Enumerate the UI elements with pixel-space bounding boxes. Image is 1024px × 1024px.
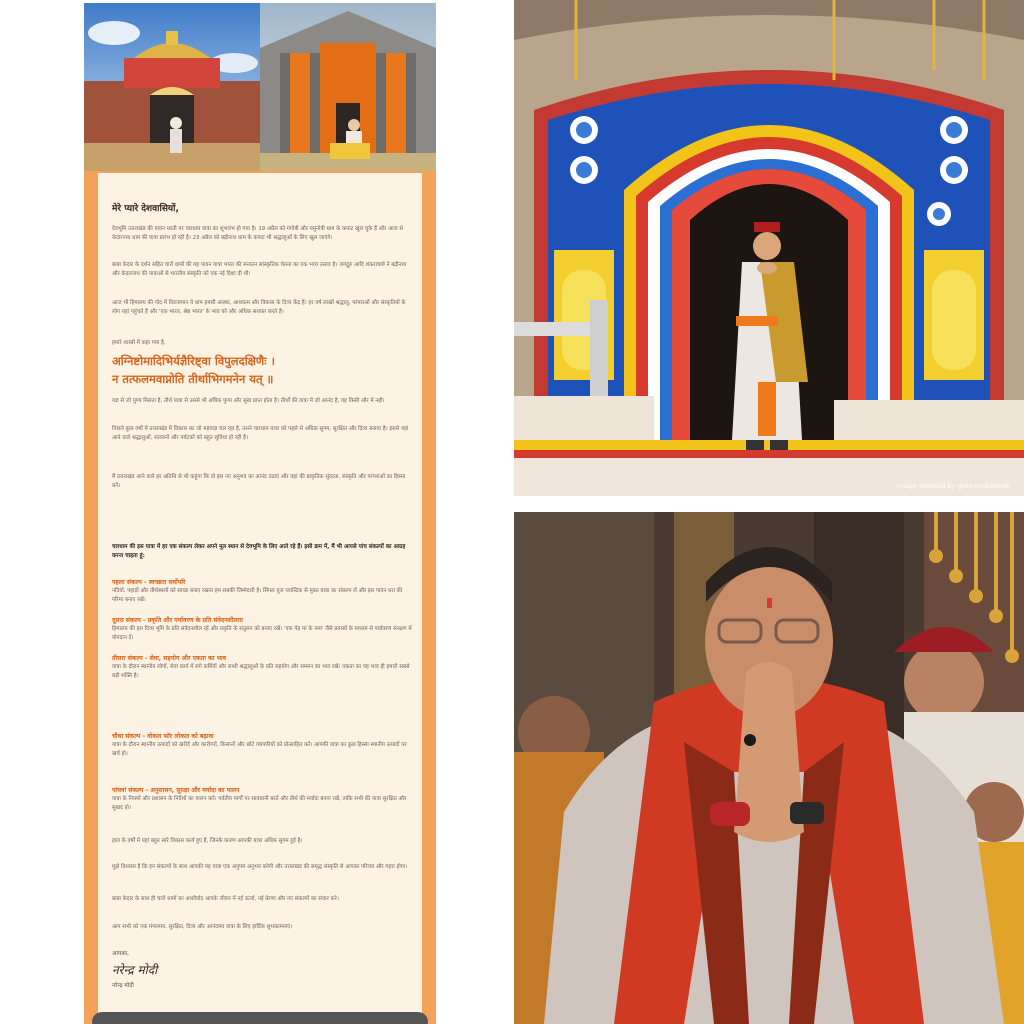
temple-door-photo xyxy=(514,0,1024,496)
letter-poster xyxy=(84,3,436,1024)
resolution-title: पांचवां संकल्प - अनुशासन, सुरक्षा और मर्यादा का पालन xyxy=(112,787,240,794)
letter-paragraph: बाबा केदार के दर्शन सहित चारों धामों की यह पावन यात्रा भारत की सनातन सांस्कृतिक चेतना का एक भव्य उत्सव है। जगद्गुरु आदि शंकराचार्य ने बद्रीनाथ और केदारनाथ की यात्राओं से भारतीय संस्कृति को एक नई दिशा दी थी। xyxy=(112,262,407,277)
pm-at-temple-door-image xyxy=(514,0,1024,496)
letter-paragraph: मैं उत्तराखंड आने वाले हर अतिथि से भी कहूंगा कि वो इस नए अनुभव का आनंद उठाएं और यहां की प्राकृतिक सुंदरता, संस्कृति और परंपराओं का हिस्सा बनें। xyxy=(112,474,406,489)
signature: नरेन्द्र मोदी xyxy=(112,963,158,977)
cm-namaste-portrait-image xyxy=(514,512,1024,1024)
letter-paragraph: पिछले कुछ वर्षों में उत्तराखंड में विकास का जो महायज्ञ चल रहा है, उसने चारधाम यात्रा को पहले से अधिक सुगम, सुरक्षित और दिव्य बनाया है। इससे यहां आने वाले श्रद्धालुओं, संतजनों और पर्यटकों को बहुत सुविधा हो रही है। xyxy=(112,426,409,441)
signoff: आपका, xyxy=(112,951,130,957)
letter-paragraph: हमारे शास्त्रों में कहा गया है, xyxy=(112,340,166,346)
closing-paragraph: आप सभी को एक मंगलमय, सुरक्षित, दिव्य और आनंदमय यात्रा के लिए हार्दिक शुभकामनाएं। xyxy=(112,924,293,930)
resolution-title: पहला संकल्प - स्वच्छता सर्वोपरि xyxy=(112,579,186,586)
resolution-text: नदियों, पहाड़ों और तीर्थस्थलों को स्वच्छ बनाए रखना हम सबकी जिम्मेदारी है। सिंगल यूज प्लास्टिक से मुक्त यात्रा का संकल्प लें और इस पावन धरा की गरिमा बनाए रखें। xyxy=(112,588,403,603)
letter-body xyxy=(98,173,422,1024)
temple-banner-image xyxy=(84,3,436,171)
signatory-name: नरेन्द्र मोदी xyxy=(112,983,134,989)
letter-paragraph: देवभूमि उत्तराखंड की पावन धरती पर चारधाम यात्रा का शुभारंभ हो गया है। 19 अप्रैल को गंगोत्री और यमुनोत्री धाम के कपाट खुल चुके हैं और आज से केदारनाथ धाम की यात्रा प्रारंभ हो रही है। 23 अप्रैल को बद्रीनाथ धाम के कपाट भी श्रद्धालुओं के लिए खुल जाएंगे। xyxy=(112,226,403,241)
resolution-text: हिमालय की इस दिव्य भूमि के प्रति संवेदनशील रहें और प्रकृति के संतुलन को बनाए रखें। 'एक पेड़ मां के नाम' जैसे प्रयासों के माध्यम से पर्यावरण संरक्षण में योगदान दें। xyxy=(112,626,412,641)
closing-paragraph: मुझे विश्वास है कि इन संकल्पों के साथ आपकी यह यात्रा एक अनुपम अनुभव बनेगी और उत्तराखंड की समृद्ध संस्कृति से आपका परिचय और गहरा होगा। xyxy=(112,864,408,870)
closing-paragraph: हाल के वर्षों में यहां बहुत सारे विकास कार्य हुए हैं, जिनके कारण आपकी यात्रा अधिक सुगम हुई है। xyxy=(112,838,303,844)
photo-credit: Image tweeted by @narendramodi xyxy=(896,482,1010,490)
resolution-text: यात्रा के दौरान स्थानीय उत्पादों को खरीदें और कारीगरों, किसानों और छोटे व्यापारियों को प्रोत्साहित करें। आपकी यात्रा का कुछ हिस्सा स्थानीय उत्पादों पर खर्च हो। xyxy=(112,742,407,757)
shloka-line: अग्निष्टोमादिभिर्यज्ञैरिष्ट्वा विपुलदक्षिणैः । xyxy=(112,354,275,368)
resolution-title: तीसरा संकल्प - सेवा, सहयोग और एकता का भाव xyxy=(112,655,226,662)
closing-paragraph: बाबा केदार के साथ ही चारों धामों का आशीर्वाद आपके जीवन में नई ऊर्जा, नई प्रेरणा और नए संकल्पों का संचार करे। xyxy=(112,896,339,902)
letter-greeting: मेरे प्यारे देशवासियों, xyxy=(112,204,179,214)
letter-paragraph: आज भी हिमालय की गोद में विराजमान ये धाम हमारी आस्था, आध्यात्म और विकास के दिव्य केंद्र हैं। हर वर्ष लाखों श्रद्धालु, परंपराओं और संस्कृतियों के लोग यहां पहुंचते हैं और 'एक भारत, श्रेष्ठ भारत' के भाव को और अधिक सशक्त करते हैं। xyxy=(112,300,406,315)
appeal-paragraph: चारधाम की इस यात्रा में हर एक संकल्प लेकर अपने मूल स्थान से देवभूमि के लिए आते रहे हैं। इसी क्रम में, मैं भी आपसे पांच संकल्पों का आग्रह करना चाहता हूं: xyxy=(112,544,406,559)
resolution-text: यात्रा के दौरान स्थानीय लोगों, सेवा कार्य में लगे कर्मियों और साथी श्रद्धालुओं के प्रति सहयोग और सम्मान का भाव रखें। एकता का यह भाव ही हमारी सबसे बड़ी शक्ति है। xyxy=(112,664,410,679)
shloka-line: न तत्फलमवाप्नोति तीर्थाभिगमनेन यत् ॥ xyxy=(112,372,274,386)
resolution-title: चौथा संकल्प - वोकल फॉर लोकल को बढ़ावा xyxy=(112,733,214,740)
portrait-photo xyxy=(514,512,1024,1024)
letter-paragraph: यज्ञ से जो पुण्य मिलता है, तीर्थ यात्रा से उससे भी अधिक पुण्य और सुख प्राप्त होता है। तीर्थों की यात्रा में जो आनंद है, वह किसी और में नहीं। xyxy=(112,398,385,404)
resolution-text: यात्रा के नियमों और प्रशासन के निर्देशों का पालन करें। पर्वतीय मार्गों पर सावधानी बरतें और तीर्थ की मर्यादा बनाए रखें, ताकि सभी की यात्रा सुरक्षित और सुखद हो। xyxy=(112,796,407,811)
resolution-title: दूसरा संकल्प - प्रकृति और पर्यावरण के प्रति संवेदनशीलता xyxy=(112,617,243,624)
bottom-bar xyxy=(92,1012,428,1024)
